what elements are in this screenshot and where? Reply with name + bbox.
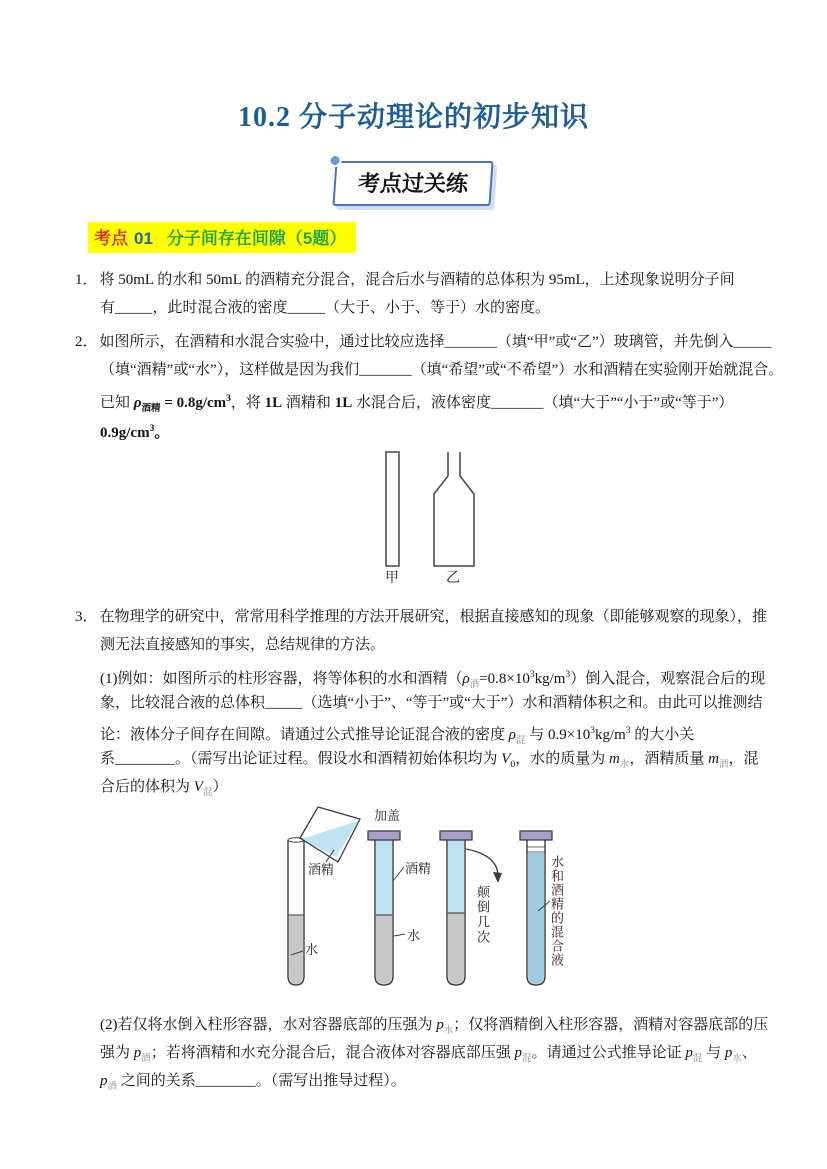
- q3-part2-line-2: 强为 $p_酒$；若将酒精和水充分混合后，混合液体对容器底部压强 $p_混$。请通过公式推导论证 $p_混$ 与 $p_水$、: [100, 1045, 757, 1064]
- q2-line-3: 已知 $\rho_{酒精} = 0.8g/cm^3$，将 1L 酒精和 1L 水混合后，液体密度_______（填“大于”“小于”或“等于”）: [100, 394, 734, 414]
- q2-text-1: 如图所示，在酒精和水混合实验中，通过比较应选择_______（填“甲”或“乙”）玻璃管，并先倒入_____: [99, 334, 772, 350]
- fig1-label-yi: 乙: [446, 571, 460, 586]
- q3-part1-line-2: 象，比较混合液的总体积_____（选填“小于”、“等于”或“大于”）水和酒精体积之和。由此可以推测结: [100, 695, 763, 711]
- fig1-label-jia: 甲: [385, 571, 399, 586]
- fig2-label-alcohol-2: 酒精: [405, 861, 432, 876]
- tube2-alcohol-fill: [376, 840, 392, 915]
- alcohol2-leader-line: [393, 867, 404, 881]
- figure-mixing-experiment: [268, 805, 600, 1003]
- page-title: 10.2 分子动理论的初步知识: [237, 102, 589, 133]
- tube1-water-fill: [289, 915, 303, 984]
- topic-prefix: 考点: [94, 229, 128, 248]
- water2-leader-line: [394, 934, 405, 936]
- flip-arrow: [466, 849, 498, 875]
- q3-part1-line-1: (1)例如：如图所示的柱形容器，将等体积的水和酒精$(\rho_酒=0.8\times 10^3kg/m^3)$倒入混合，观察混合后的现: [100, 670, 766, 690]
- q3-text-1: 在物理学的研究中，常常用科学推理的方法开展研究，根据直接感知的现象（即能够观察的现象），推: [99, 609, 768, 625]
- banner-wrap: [0, 161, 827, 206]
- q3-number: 3．: [75, 609, 98, 625]
- topic-number: 01: [134, 229, 153, 248]
- q1-line-1: [75, 266, 787, 294]
- question-3: [75, 603, 787, 801]
- topic-heading: [88, 222, 356, 253]
- fig2-label-flip: 颠倒几次: [475, 885, 490, 945]
- tube3-cap: [440, 831, 472, 840]
- question-2: [75, 328, 787, 444]
- q3-part1-line-4: 系________。（需写出论证过程。假设水和酒精初始体积均为 $V_0$，水的质量为 $m_水$，酒精质量 $m_酒$，混: [100, 751, 759, 770]
- q2-line-2: （填“酒精”或“水”），这样做是因为我们_______（填“希望”或“不希望”）水和酒精在实验刚开始就混合。: [100, 362, 784, 378]
- tube4-cap: [520, 831, 552, 840]
- tube4-mixture-fill: [528, 853, 544, 984]
- tube2-cap: [368, 831, 400, 840]
- banner-label: 考点过关练: [357, 171, 470, 196]
- tube2-water-fill: [376, 915, 392, 984]
- q1-text-1: 将 50mL 的水和 50mL 的酒精充分混合，混合后水与酒精的总体积为 95mL，上述现象说明分子间: [99, 272, 735, 288]
- q1-line-2: 有_____，此时混合液的密度_____（大于、小于、等于）水的密度。: [100, 300, 551, 316]
- fig1-drawing: [380, 450, 560, 576]
- tube3-water-fill: [448, 913, 464, 984]
- bottle-tube-yi: [434, 452, 474, 566]
- straight-tube-jia: [386, 452, 399, 566]
- q3-line-1: [75, 603, 787, 631]
- question-3-part-2: [75, 1011, 787, 1095]
- kaodian-banner: [333, 161, 494, 206]
- fig2-label-water-1: 水: [305, 942, 319, 957]
- topic-name: 分子间存在间隙（5题）: [166, 229, 347, 248]
- figure-tubes-jia-yi: [380, 450, 560, 594]
- fig2-label-mixture: 水和酒精的混合液: [549, 855, 564, 967]
- question-1: [75, 266, 787, 322]
- q3-part1-line-5: 合后的体积为 $V_混$）: [100, 779, 228, 798]
- q3-part2-line-1: (2)若仅将水倒入柱形容器，水对容器底部的压强为 $p_水$；仅将酒精倒入柱形容器，酒精对容器底部的压: [100, 1017, 769, 1036]
- q3-part1-line-3: 论：液体分子间存在间隙。请通过公式推导论证混合液的密度 $\rho_混$ 与 $0.9\times 10^3kg/m^3$ 的大小关: [100, 726, 695, 746]
- q2-line-4: $0.9g/cm^3$。: [100, 424, 170, 441]
- q1-number: 1．: [75, 272, 98, 288]
- fig2-label-alcohol-1: 酒精: [308, 862, 335, 877]
- flip-arrow-head: [493, 872, 502, 883]
- q2-number: 2．: [75, 334, 98, 350]
- q3-line-2: 测无法直接感知的事实，总结规律的方法。: [100, 637, 386, 653]
- q2-line-1: [75, 328, 787, 356]
- fig2-label-water-2: 水: [407, 928, 421, 943]
- banner-dot-icon: [329, 154, 343, 167]
- fig2-label-cap: 加盖: [374, 808, 401, 823]
- q3-part2-line-3: $p_酒$ 之间的关系________。（需写出推导过程）。: [100, 1073, 406, 1092]
- tube3-alcohol-fill: [448, 840, 464, 913]
